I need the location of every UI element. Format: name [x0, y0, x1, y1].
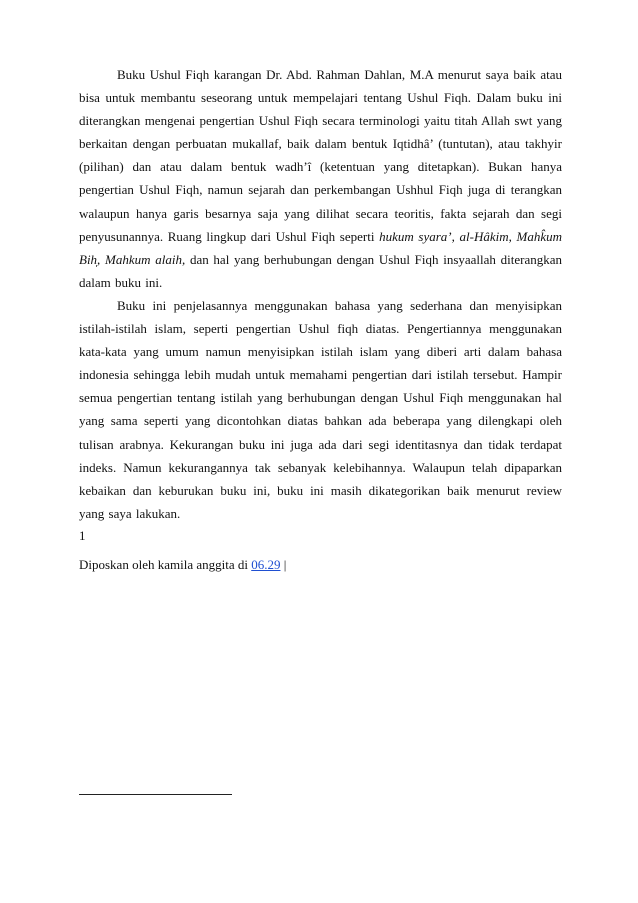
paragraph-1-italic-terms: hukum syara’, al-Hâkim, Mahk̂um Bih̩, Mahkum alaih,: [79, 228, 562, 267]
paragraph-1-text-b: dan hal yang berhubungan dengan Ushul Fiqh insyaallah diterangkan dalam buku ini.: [79, 251, 562, 290]
paragraph-1-text-a: Buku Ushul Fiqh karangan Dr. Abd. Rahman Dahlan, M.A menurut saya baik atau bisa untuk membantu seseorang untuk mempelajari tentang Ushul Fiqh. Dalam buku ini diterangkan mengenai pengertian Ushul Fiqh secara terminologi yaitu titah Allah swt yang berkaitan dengan perbuatan mukallaf, baik dalam bentuk Iqtidhâ’ (tuntutan), atau takhyir (pilihan) dan atau dalam bentuk wadh’î (ketentuan yang ditetapkan). Bukan hanya pengertian Ushul Fiqh, namun sejarah dan perkembangan Ushhul Fiqh juga di terangkan walaupun hanya garis besarnya saja yang dilihat secara teoritis, fakta sejarah dan segi penyusunannya. Ruang lingkup dari Ushul Fiqh seperti: [79, 67, 562, 244]
paragraph-2: [79, 294, 562, 525]
page-number: 1: [79, 527, 86, 543]
paragraph-2-text: Buku ini penjelasannya menggunakan bahasa yang sederhana dan menyisipkan istilah-istilah islam, seperti pengertian Ushul fiqh diatas. Pengertiannya menggunakan kata-kata yang umum namun menyisipkan istilah islam yang diberi arti dalam bahasa indonesia sehingga lebih mudah untuk memahami pengertian dari istilah tersebut. Hampir semua pengertian tentang istilah yang berhubungan dengan Ushul Fiqh menggunakan hal yang sama seperti yang dicontohkan diatas bahkan ada beberapa yang dilengkapi oleh tulisan arabnya. Kekurangan buku ini juga ada dari segi identitasnya dan tidak terdapat indeks. Namun kekurangannya tak sebanyak kelebihannya. Walaupun telah dipaparkan kebaikan dan keburukan buku ini, buku ini masih dikategorikan baik menurut review yang saya lakukan.: [79, 297, 562, 521]
paragraph-1: [79, 63, 562, 294]
post-separator: |: [280, 556, 287, 572]
post-footer: [79, 554, 562, 576]
post-time-link[interactable]: 06.29: [251, 556, 281, 572]
footnote-divider: [79, 794, 232, 795]
post-author-text: Diposkan oleh kamila anggita di: [79, 556, 252, 572]
document-body: [79, 63, 562, 576]
